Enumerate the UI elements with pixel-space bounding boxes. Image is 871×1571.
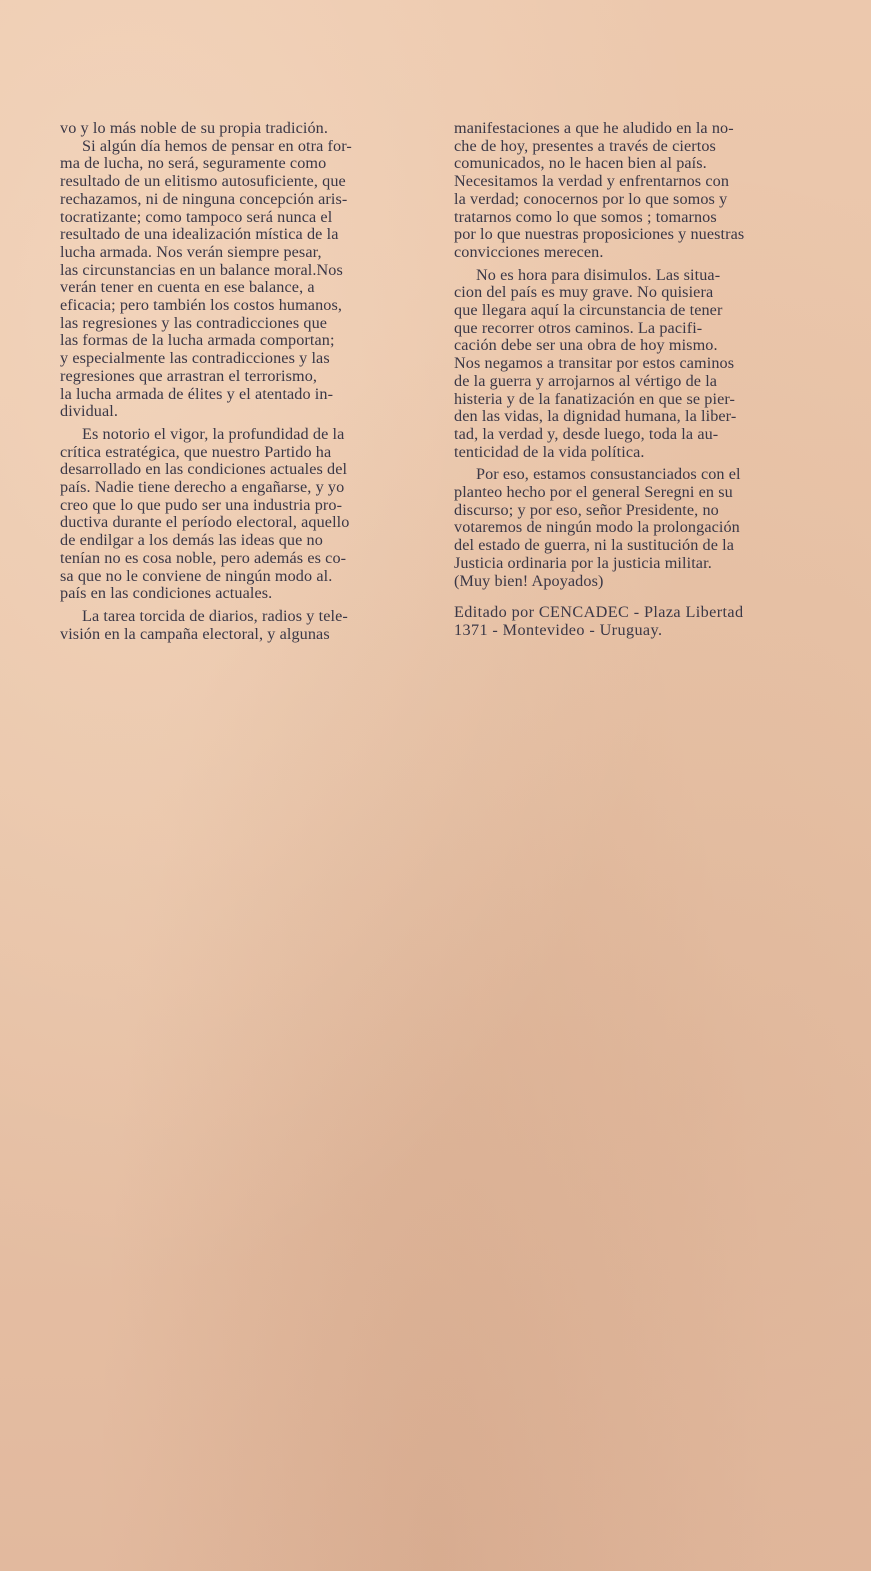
text-line: planteo hecho por el general Seregni en su	[454, 483, 733, 502]
paragraph	[454, 120, 832, 262]
text-line: discurso; y por eso, señor Presidente, no	[454, 500, 719, 519]
text-line: den las vidas, la dignidad humana, la liber-	[454, 407, 737, 426]
text-line: tenían no es cosa noble, pero además es co-	[60, 548, 347, 567]
text-line: las circunstancias en un balance moral.Nos	[60, 260, 343, 279]
text-line: crítica estratégica, que nuestro Partido ha	[60, 442, 332, 461]
text-line: tocratizante; como tampoco será nunca el	[60, 207, 333, 226]
text-line: Es notorio el vigor, la profundidad de la	[82, 424, 345, 443]
paragraph	[60, 138, 432, 421]
text-line: que recorrer otros caminos. La pacifi-	[454, 318, 703, 337]
text-line: de la guerra y arrojarnos al vértigo de la	[454, 371, 718, 390]
text-line: dividual.	[60, 402, 118, 421]
text-line: regresiones que arrastran el terrorismo,	[60, 366, 318, 385]
paragraph	[60, 426, 432, 603]
text-line: Justicia ordinaria por la justicia militar.	[454, 553, 712, 572]
text-line: país. Nadie tiene derecho a engañarse, y yo	[60, 478, 345, 497]
publisher-credit	[454, 604, 832, 639]
right-text-column	[454, 120, 832, 640]
text-line: la lucha armada de élites y el atentado in-	[60, 384, 334, 403]
text-line: país en las condiciones actuales.	[60, 584, 273, 603]
text-line: del estado de guerra, ni la sustitución de la	[454, 536, 735, 555]
text-line: visión en la campaña electoral, y algunas	[60, 624, 330, 643]
text-line: lucha armada. Nos verán siempre pesar,	[60, 242, 322, 261]
text-line: las formas de la lucha armada comportan;	[60, 331, 335, 350]
paragraph	[60, 608, 432, 643]
text-line: (Muy bien! Apoyados)	[454, 571, 604, 590]
text-line: comunicados, no le hacen bien al país.	[454, 154, 707, 173]
text-line: rechazamos, ni de ninguna concepción aris-	[60, 189, 348, 208]
text-line: que llegara aquí la circunstancia de tener	[454, 301, 723, 320]
text-line: convicciones merecen.	[454, 242, 604, 261]
text-line: Nos negamos a transitar por estos caminos	[454, 354, 735, 373]
text-line: creo que lo que pudo ser una industria pro-	[60, 495, 343, 514]
text-line: por lo que nuestras proposiciones y nuestras	[454, 225, 745, 244]
text-line: cación debe ser una obra de hoy mismo.	[454, 336, 718, 355]
text-line: manifestaciones a que he aludido en la no-	[454, 119, 734, 137]
credit-line: 1371 - Montevideo - Uruguay.	[454, 620, 663, 639]
text-line: de endilgar a los demás las ideas que no	[60, 531, 323, 550]
text-line: votaremos de ningún modo la prolongación	[454, 518, 740, 537]
text-line: Por eso, estamos consustanciados con el	[476, 465, 741, 484]
text-line: tenticidad de la vida política.	[454, 442, 645, 461]
credit-line: Editado por CENCADEC - Plaza Libertad	[454, 603, 744, 622]
text-line: che de hoy, presentes a través de ciertos	[454, 136, 716, 155]
text-line: tad, la verdad y, desde luego, toda la au-	[454, 424, 719, 443]
text-line: ma de lucha, no será, seguramente como	[60, 154, 327, 173]
text-line: ductiva durante el período electoral, aquello	[60, 513, 350, 532]
text-line: eficacia; pero también los costos humanos,	[60, 296, 343, 315]
text-line: verán tener en cuenta en ese balance, a	[60, 278, 315, 297]
text-line: la verdad; conocernos por lo que somos y	[454, 189, 728, 208]
paragraph	[60, 120, 432, 138]
text-line: La tarea torcida de diarios, radios y tele-	[82, 606, 348, 625]
text-line: desarrollado en las condiciones actuales del	[60, 460, 348, 479]
text-line: Si algún día hemos de pensar en otra for-	[82, 136, 352, 155]
text-line: sa que no le conviene de ningún modo al.	[60, 566, 333, 585]
left-text-column	[60, 120, 432, 643]
text-line: histeria y de la fanatización en que se pier-	[454, 389, 736, 408]
text-line: tratarnos como lo que somos ; tomarnos	[454, 207, 717, 226]
text-line: vo y lo más noble de su propia tradición.	[60, 119, 328, 137]
text-line: las regresiones y las contradicciones que	[60, 313, 328, 332]
text-line: cion del país es muy grave. No quisiera	[454, 283, 714, 302]
text-line: resultado de una idealización mística de la	[60, 225, 339, 244]
text-line: y especialmente las contradicciones y las	[60, 349, 330, 368]
text-line: Necesitamos la verdad y enfrentarnos con	[454, 172, 730, 191]
text-line: No es hora para disimulos. Las situa-	[476, 265, 721, 284]
paragraph	[454, 267, 832, 462]
paragraph	[454, 466, 832, 590]
text-line: resultado de un elitismo autosuficiente, que	[60, 172, 346, 191]
